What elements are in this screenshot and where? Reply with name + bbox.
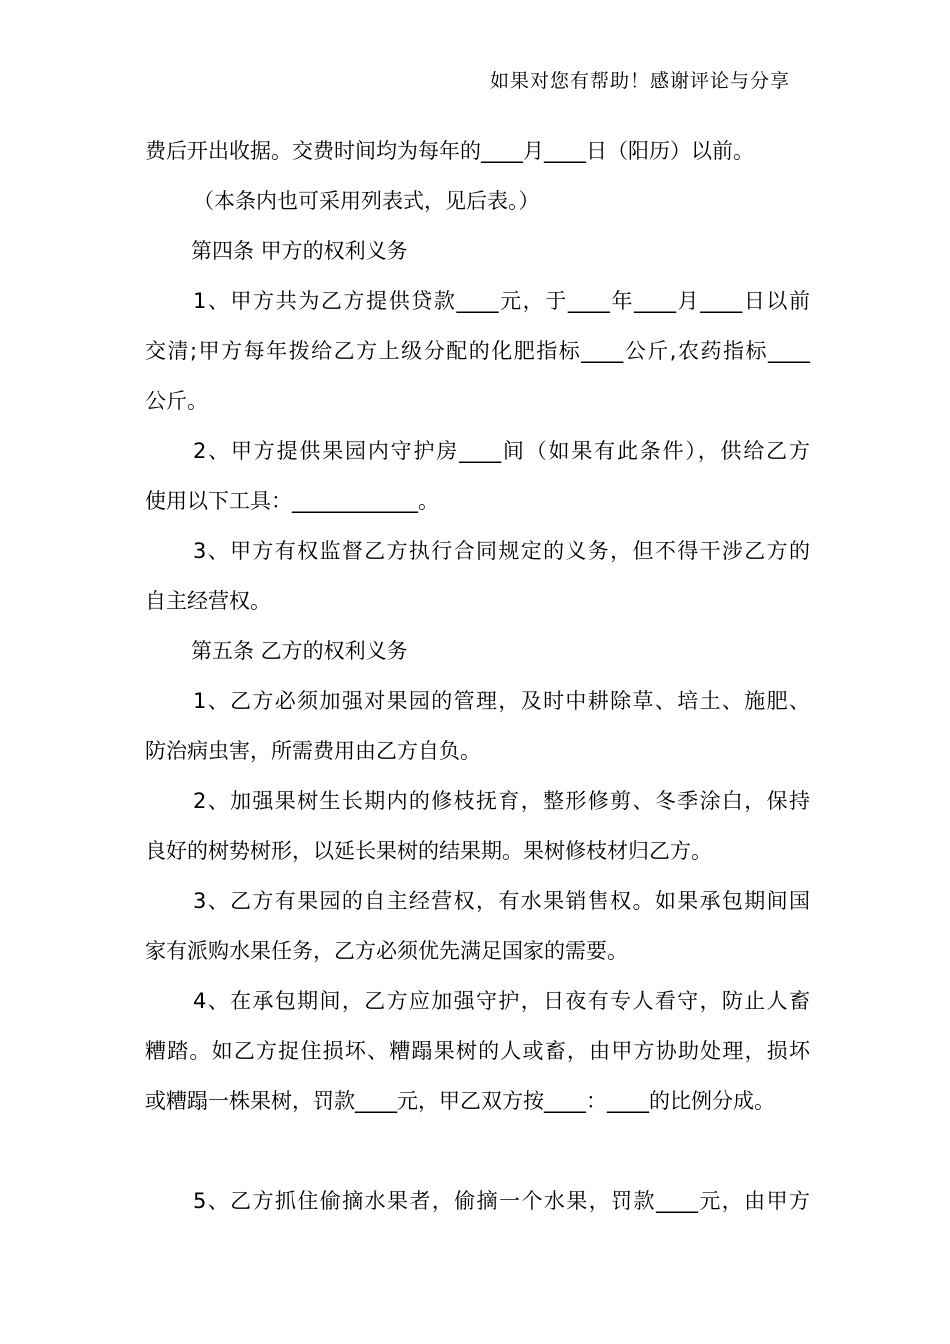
- document-body: [145, 126, 810, 1226]
- text-line: 公斤。: [145, 389, 208, 413]
- text-line: 使用以下工具：____________。: [145, 489, 439, 513]
- text-line: 家有派购水果任务，乙方必须优先满足国家的需要。: [145, 939, 628, 963]
- text-line: 5、乙方抓住偷摘水果者，偷摘一个水果，罚款____元，由甲方: [193, 1189, 810, 1213]
- text-line: 4、在承包期间，乙方应加强守护，日夜有专人看守，防止人畜: [193, 989, 810, 1013]
- text-line: （本条内也可采用列表式，见后表。）: [193, 189, 540, 213]
- text-line: 3、乙方有果园的自主经营权，有水果销售权。如果承包期间国: [193, 889, 810, 913]
- text-line: 交清;甲方每年拨给乙方上级分配的化肥指标____公斤,农药指标____: [145, 339, 810, 363]
- text-line: 3、甲方有权监督乙方执行合同规定的义务，但不得干涉乙方的: [193, 539, 810, 563]
- paragraph-gap: [145, 1126, 810, 1176]
- text-line: 良好的树势树形，以延长果树的结果期。果树修枝材归乙方。: [145, 839, 712, 863]
- section-heading: 第四条 甲方的权利义务: [191, 239, 408, 263]
- text-line: 2、加强果树生长期内的修枝抚育，整形修剪、冬季涂白，保持: [193, 789, 810, 813]
- text-line: 防治病虫害，所需费用由乙方自负。: [145, 739, 481, 763]
- text-line: 1、甲方共为乙方提供贷款____元，于____年____月____日以前: [193, 289, 810, 313]
- text-line: 1、乙方必须加强对果园的管理，及时中耕除草、培土、施肥、: [193, 689, 810, 713]
- section-heading: 第五条 乙方的权利义务: [191, 639, 408, 663]
- text-line: 糟踏。如乙方捉住损坏、糟蹋果树的人或畜，由甲方协助处理，损坏: [145, 1039, 810, 1063]
- text-line: 或糟蹋一株果树，罚款____元，甲乙双方按____：____的比例分成。: [145, 1089, 775, 1113]
- page-header: 如果对您有帮助！感谢评论与分享: [489, 70, 790, 92]
- text-line: 自主经营权。: [145, 589, 271, 613]
- text-line: 费后开出收据。交费时间均为每年的____月____日（阳历）以前。: [145, 139, 754, 163]
- text-line: 2、甲方提供果园内守护房____间（如果有此条件），供给乙方: [193, 439, 810, 463]
